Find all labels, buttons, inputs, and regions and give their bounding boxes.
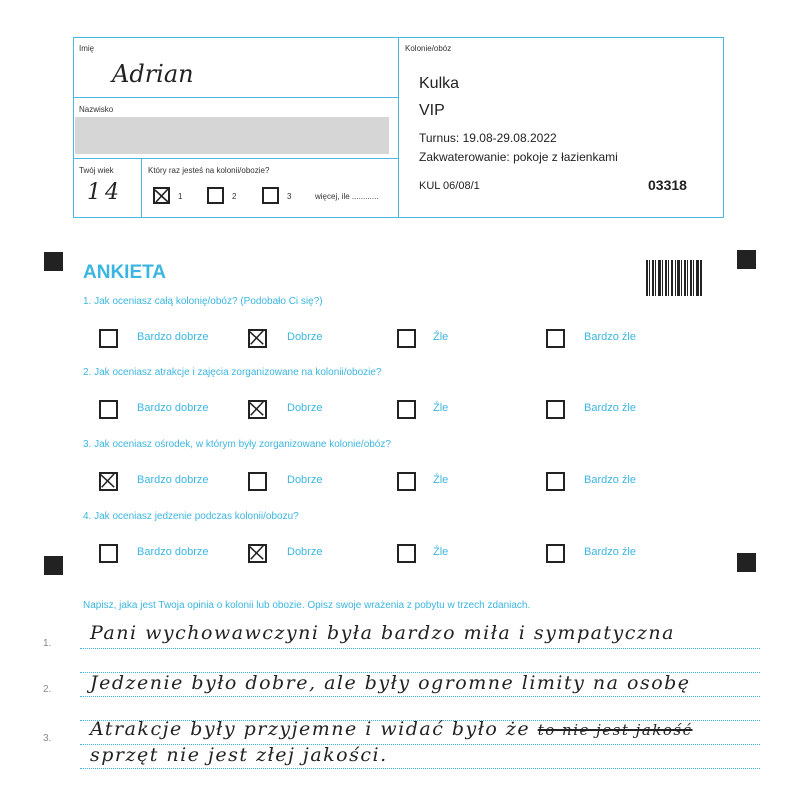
question-3-checkbox-3[interactable] [397, 472, 416, 491]
question-1-text: 1. Jak oceniasz całą kolonię/obóz? (Podobało Ci się?) [83, 296, 323, 307]
answer-text-4[interactable]: sprzęt nie jest złej jakości. [90, 744, 388, 766]
question-4-option-2-label: Dobrze [287, 546, 323, 558]
turnus-row [419, 131, 557, 145]
answer-line-2 [80, 696, 760, 697]
question-2-checkbox-2[interactable] [248, 400, 267, 419]
question-4-option-3-label: Źle [433, 546, 449, 558]
question-3-option-2-label: Dobrze [287, 474, 323, 486]
checkbox-cross-icon [99, 472, 116, 489]
surname-label: Nazwisko [79, 105, 114, 114]
question-2-option-3-label: Źle [433, 402, 449, 414]
opinion-prompt: Napisz, jaka jest Twoja opinia o kolonii lub obozie. Opisz swoje wrażenia z pobytu w trzech zdaniach. [83, 600, 531, 611]
question-2-option-4-label: Bardzo źle [584, 402, 636, 414]
accommodation-value: pokoje z łazienkami [513, 150, 618, 164]
question-1-checkbox-1[interactable] [99, 329, 118, 348]
accommodation-label: Zakwaterowanie: [419, 150, 510, 164]
question-4-checkbox-1[interactable] [99, 544, 118, 563]
answer-text-3[interactable] [90, 718, 692, 740]
surname-divider [73, 158, 399, 159]
question-4-checkbox-3[interactable] [397, 544, 416, 563]
question-3-text: 3. Jak oceniasz ośrodek, w którym były zorganizowane kolonie/obóz? [83, 439, 391, 450]
question-2-checkbox-1[interactable] [99, 400, 118, 419]
answer-text-3-main: Atrakcje były przyjemne i widać było że [90, 718, 531, 740]
camp-code: KUL 06/08/1 [419, 180, 480, 192]
times-checkbox-2[interactable] [207, 187, 224, 204]
question-3-option-4-label: Bardzo źle [584, 474, 636, 486]
alignment-marker-top-left [44, 252, 63, 271]
times-label: Który raz jesteś na kolonii/obozie? [148, 166, 270, 175]
line-number-3: 3. [43, 733, 52, 744]
checkbox-cross-icon [248, 400, 265, 417]
barcode [646, 260, 702, 296]
times-checkbox-3[interactable] [262, 187, 279, 204]
question-3-checkbox-1[interactable] [99, 472, 118, 491]
question-1-option-3-label: Źle [433, 331, 449, 343]
checkbox-cross-icon [248, 544, 265, 561]
question-3-option-1-label: Bardzo dobrze [137, 474, 209, 486]
answer-text-2[interactable]: Jedzenie było dobre, ale były ogromne limity na osobę [90, 672, 691, 694]
age-label: Twój wiek [79, 166, 114, 175]
camp-name: Kulka [419, 75, 460, 92]
accommodation-row [419, 150, 618, 164]
line-number-2: 2. [43, 684, 52, 695]
line-number-1: 1. [43, 638, 52, 649]
alignment-marker-mid-right [737, 553, 756, 572]
times-option-2: 2 [232, 192, 237, 201]
times-option-3: 3 [287, 192, 292, 201]
question-4-checkbox-4[interactable] [546, 544, 565, 563]
surname-redaction [75, 117, 389, 154]
turnus-label: Turnus: [419, 131, 460, 145]
name-divider [73, 97, 399, 98]
question-2-option-2-label: Dobrze [287, 402, 323, 414]
question-3-checkbox-4[interactable] [546, 472, 565, 491]
checkbox-cross-icon [153, 187, 170, 204]
camp-label: Kolonie/obóz [405, 44, 452, 53]
times-more-label: więcej, ile ............ [315, 192, 379, 201]
turnus-value: 19.08-29.08.2022 [462, 131, 557, 145]
answer-line-1 [80, 648, 760, 649]
camp-number: 03318 [648, 177, 687, 193]
question-1-checkbox-3[interactable] [397, 329, 416, 348]
question-1-option-2-label: Dobrze [287, 331, 323, 343]
question-4-option-4-label: Bardzo źle [584, 546, 636, 558]
question-2-checkbox-3[interactable] [397, 400, 416, 419]
question-1-checkbox-4[interactable] [546, 329, 565, 348]
question-4-option-1-label: Bardzo dobrze [137, 546, 209, 558]
question-2-option-1-label: Bardzo dobrze [137, 402, 209, 414]
alignment-marker-top-right [737, 250, 756, 269]
question-1-option-4-label: Bardzo źle [584, 331, 636, 343]
age-value[interactable]: 14 [87, 180, 123, 205]
name-value[interactable]: Adrian [112, 60, 194, 88]
question-1-option-1-label: Bardzo dobrze [137, 331, 209, 343]
answer-text-1[interactable]: Pani wychowawczyni była bardzo miła i sympatyczna [90, 622, 675, 644]
answer-line-3b [80, 768, 760, 769]
question-3-checkbox-2[interactable] [248, 472, 267, 491]
question-3-option-3-label: Źle [433, 474, 449, 486]
name-label: Imię [79, 44, 95, 53]
times-checkbox-1[interactable] [153, 187, 170, 204]
survey-title: ANKIETA [83, 262, 167, 283]
question-2-text: 2. Jak oceniasz atrakcje i zajęcia zorganizowane na kolonii/obozie? [83, 367, 382, 378]
question-4-checkbox-2[interactable] [248, 544, 267, 563]
alignment-marker-mid-left [44, 556, 63, 575]
question-4-text: 4. Jak oceniasz jedzenie podczas kolonii/obozu? [83, 511, 299, 522]
question-1-checkbox-2[interactable] [248, 329, 267, 348]
camp-type: VIP [419, 102, 445, 119]
times-option-1: 1 [178, 192, 183, 201]
question-2-checkbox-4[interactable] [546, 400, 565, 419]
answer-strikethrough: to nie jest jakość [537, 721, 693, 739]
age-divider [141, 158, 142, 218]
checkbox-cross-icon [248, 329, 265, 346]
